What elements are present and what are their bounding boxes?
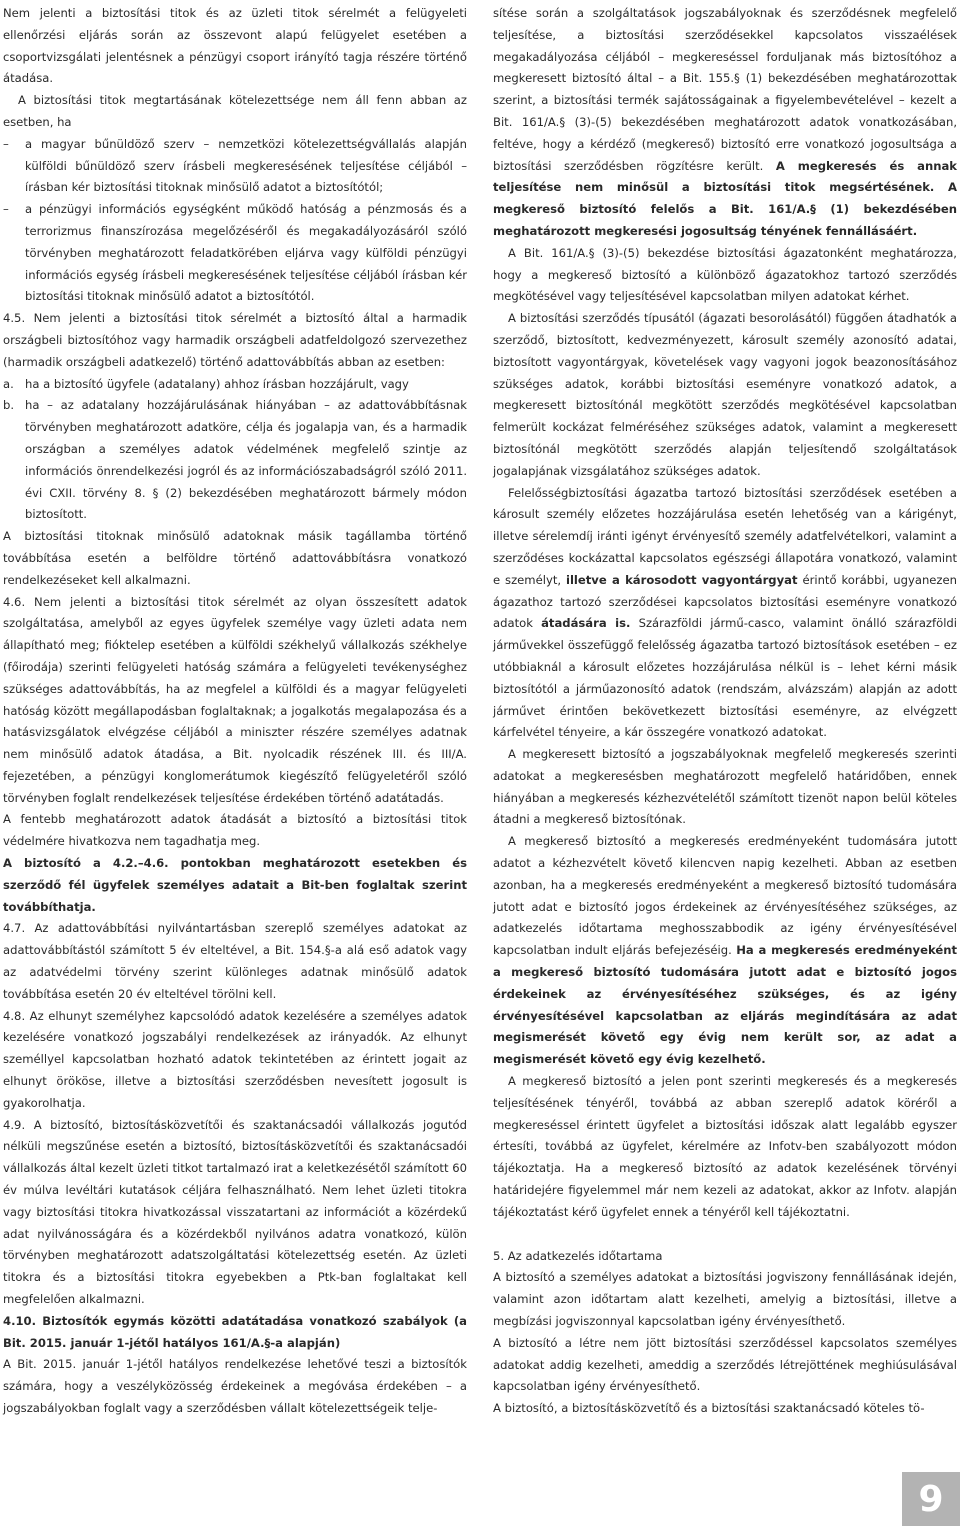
paragraph: A biztosítási szerződés típusától (ágazati besorolásától) függően átadhatók a szerződő, biztosított, kedvezményezett, károsult személy azonosító adatai, biztosított vagyontárgyak, követelések vagy vagyoni jogok beazonosításához szükséges adatok, korábbi biztosítási eseményre vonatkozó adatok, a megkeresett biztosítónál megkötött szerződés megkötésével kapcsolatban felmerült kockázat felméréséhez szükséges adatok, valamint a megkeresett biztosítónál megkötött szerződés alapján teljesítendő szolgáltatások jogalapjának vizsgálatához szükséges adatok.: [493, 311, 957, 478]
text: A megkereső biztosító a megkeresés eredményeként tudomására jutott adatot a kézhezvételt követő kilencven napig kezelheti. Abban az esetben azonban, ha a megkeresés eredményeként a megkereső biztosító tudomására jutott adat e biztosító jogos érdekeinek az érvényesítéséhez szükséges, az adatkezelés időtartama meghosszabbodik az igény érvényesítésével kapcsolatban indult eljárás befejezéséig.: [493, 834, 957, 958]
list-item: – a magyar bűnüldöző szerv – nemzetközi kötelezettségvállalás alapján külföldi bűnüldöző szerv írásbeli megkeresésének teljesítése céljából – írásban kér biztosítási titoknak minősülő adatot a biztosítótól;: [3, 134, 467, 199]
paragraph: A biztosítási titok megtartásának kötelezettsége nem áll fenn abban az esetben, ha: [3, 93, 467, 129]
page-number: 9: [902, 1472, 960, 1526]
paragraph: [493, 3, 957, 243]
bold-text: átadására is.: [541, 616, 631, 631]
paragraph: A biztosítási titoknak minősülő adatoknak másik tagállamba történő továbbítása esetén a belföldre történő adattovábbításra vonatkozó rendelkezéseket kell alkalmazni.: [3, 529, 467, 587]
paragraph: [493, 483, 957, 745]
list-item: – a pénzügyi információs egységként működő hatóság a pénzmosás és a terrorizmus finanszírozása megelőzéséről és megakadályozásáról szóló törvényben meghatározott feladatkörében eljárva vagy külföldi pénzügyi információs egység írásbeli megkeresésének teljesítése céljából írásban kér biztosítási titoknak minősülő adatot a biztosítótól.: [3, 199, 467, 308]
paragraph: Nem jelenti a biztosítási titok és az üzleti titok sérelmét a felügyeleti ellenőrzési eljárás során az összevont alapú felügyelet esetében a csoportvizsgálati jelentésnek a pénzügyi csoport irányító tagja részére történő átadása.: [3, 6, 467, 86]
bold-text: illetve a károsodott vagyontárgyat: [565, 572, 798, 587]
list-text: ha a biztosító ügyfele (adatalany) ahhoz írásban hozzájárult, vagy: [25, 376, 409, 391]
section-number: 4.8.: [3, 1008, 26, 1023]
paragraph: A biztosító a létre nem jött biztosítási szerződéssel kapcsolatos személyes adatokat addig kezelheti, ameddig a szerződés létrejöttének meghiúsulásával kapcsolatban igény érvényesíthető.: [493, 1335, 957, 1394]
paragraph: A biztosító, a biztosításközvetítő és a biztosítási szaktanácsadó köteles tö-: [493, 1401, 925, 1416]
bold-text: Ha a megkeresés eredményeként a megkereső biztosító tudomására jutott adat e biztosító jogos érdekeinek az érvényesítéséhez szükséges, és az igény érvényesítésével kapcsolatban az eljárás megindítására az adat megismerését követő egy évig nem került sor, az adat a megismerését követő egy évig kezelhető.: [493, 943, 957, 1067]
text: Szárazföldi jármű-casco, valamint önálló szárazföldi járművekkel összefüggő felelősség ágazatba tartozó biztosítások esetében – ez utóbbiaknál a károsult előzetes hozzájárulása nélkül is – lehet kérni másik biztosítótól a járműazonosító adatok (rendszám, alvázszám) alapján az adott járművet érintően bekövetkezett biztosítási eseményre, az elvégzett kárfelvétel tényeire, a kár összegére vonatkozó adatokat.: [493, 616, 957, 740]
section-4-5: [3, 308, 467, 373]
paragraph: A megkereső biztosító a jelen pont szerinti megkeresés és a megkeresés teljesítésének tényéről, továbbá az abban szereplő adatok köréről a megkereséssel érintett ügyfelet a biztosítási időszak alatt legalább egyszer értesíti, továbbá az ügyfelet, kérelmére az Infotv-ben szabályozott módon tájékoztatja. Ha a megkereső biztosító az adatok kezelésének törvényi határidejére figyelemmel már nem kezeli az adatokat, akkor az Infotv. alapján tájékoztatást kérő ügyfelet ennek a tényéről kell tájékoztatni.: [493, 1074, 957, 1219]
section-text: Nem jelenti a biztosítási titok sérelmét az olyan összesített adatok szolgáltatása, amelyből az egyes ügyfelek személye vagy üzleti adata nem állapítható meg; fióktelep esetében a külföldi székhelyű vállalkozás székhelye (főirodája) szerinti felügyeleti hatóság számára a felügyeleti tevékenységhez szükséges adattovábbítás, ha az megfelel a külföldi és a magyar felügyeleti hatóság között megállapodásban foglaltaknak; a jogalkotás megalapozása és a hatásvizsgálatok elvégzése céljából a miniszter részére személyes adatnak nem minősülő adatok átadása, a Bit. nyolcadik részének III. és III/A. fejezetében, a pénzügyi konglomerátumok kiegészítő felügyeletéről szóló törvényben foglalt rendelkezések teljesítése érdekében történő adatátadás.: [3, 594, 468, 805]
right-column: [493, 3, 957, 1420]
list-text: ha – az adatalany hozzájárulásának hiányában – az adattovábbításnak törvényben meghatározott adatköre, célja és jogalapja van, és a harmadik országban a személyes adatok védelmének megfelelő szintje az információs önrendelkezési jogról és az információszabadságról szóló 2011. évi CXII. törvény 8. § (2) bekezdésében meghatározott bármely módon biztosított.: [25, 398, 467, 522]
paragraph: A biztosító a személyes adatokat a biztosítási jogviszony fennállásának idején, valamint azon időtartam alatt kezelheti, amelyig a biztosítási, illetve a megbízási jogviszonnyal kapcsolatban igény érvényesíthető.: [493, 1270, 957, 1329]
section-text: Az adattovábbítási nyilvántartásban szereplő személyes adatokat az adattovábbítástól számított 5 év elteltével, a Bit. 154.§-a alá eső adatok vagy az adatvédelmi törvény szerint különleges adatnak minősülő adatok továbbítása esetén 20 év elteltével törölni kell.: [3, 921, 467, 1001]
section-4-7: [3, 918, 467, 1005]
section-text: Az elhunyt személyhez kapcsolódó adatok kezelésére a személyes adatok kezelésére vonatkozó jogszabályi rendelkezések az irányadók. Az elhunyt személlyel kapcsolatban hozható adatok tekintetében az érintett jogait az elhunyt örököse, illetve a biztosítási szerződésben nevesített jogosult is gyakorolhatja.: [3, 1008, 467, 1110]
paragraph: A Bit. 161/A.§ (3)-(5) bekezdése biztosítási ágazatonként meghatározza, hogy a megkereső biztosító a különböző ágazatokhoz tartozó szerződés megkötésével vagy teljesítésével kapcsolatban milyen adatokat kérhet.: [493, 245, 957, 304]
left-column: [3, 3, 467, 1420]
paragraph: A Bit. 2015. január 1-jétől hatályos rendelkezése lehetővé teszi a biztosítók számára, hogy a veszélyközösség érdekeinek a megóvása érdekében – a jogszabályokban foglalt vagy a szerződésben vállalt kötelezettségeik telje-: [3, 1357, 467, 1415]
section-4-10-heading: 4.10. Biztosítók egymás közötti adatátadása vonatkozó szabályok (a Bit. 2015. január 1-jétől hatályos 161/A.§-a alapján): [3, 1313, 467, 1350]
list-marker: a.: [3, 376, 14, 391]
section-number: 4.6.: [3, 594, 26, 609]
section-text: Nem jelenti a biztosítási titok sérelmét a biztosító által a harmadik országbeli biztosítóhoz vagy harmadik országbeli adatfeldolgozó szervezethez (harmadik országbeli adatkezelő) történő adattovábbítás abban az esetben:: [3, 311, 468, 369]
text: érintő korábbi, ugyanezen ágazathoz tartozó szerződései kapcsolatos biztosítási eseményre vonatkozó adatok: [493, 572, 957, 631]
section-4-9: [3, 1115, 467, 1311]
text: sítése során a szolgáltatások jogszabályoknak és szerződésnek megfelelő teljesítése, a biztosítási szerződésekkel kapcsolatos visszaélések megakadályozása céljából – megkereséssel forduljanak más biztosítóhoz a megkeresett biztosító által – a Bit. 155.§ (1) bekezdésében meghatározottak szerint, a biztosítási termék sajátosságainak a figyelembevételével – kezelt a Bit. 161/A.§ (3)-(5) bekezdésében meghatározott adatok vonatkozásában, feltéve, hogy a kérdéző (megkereső) biztosító erre vonatkozó jogosultsága a biztosítási szerződésben rögzítésre került.: [493, 6, 957, 173]
paragraph: A megkeresett biztosító a jogszabályoknak megfelelő megkeresés szerinti adatokat a megkeresésben meghatározott megfelelő határidőben, ennek hiányában a megkeresés kézhezvételétől számított tizenöt napon belül köteles átadni a megkereső biztosítónak.: [493, 747, 957, 827]
section-5-heading: 5. Az adatkezelés időtartama: [493, 1248, 663, 1263]
list-marker: b.: [3, 398, 15, 413]
bold-text: A megkeresés és annak teljesítése nem minősül a biztosítási titok megsértésének. A megkereső biztosító felelős a Bit. 161/A.§ (1) bekezdésében meghatározott megkeresési jogosultság tényének fennállásáért.: [493, 158, 957, 238]
list-item: [3, 395, 467, 526]
paragraph: A fentebb meghatározott adatok átadását a biztosító a biztosítási titok védelmére hivatkozva nem tagadhatja meg.: [3, 812, 467, 849]
list-item: [3, 374, 467, 396]
section-4-8: [3, 1006, 467, 1115]
text: Felelősségbiztosítási ágazatba tartozó biztosítási szerződések esetében a károsult személy előzetes hozzájárulása esetén lehetőség van a kárigényt, illetve sérelemdíj iránti igényt érvényesítő személy adatfelvételkori, valamint a szerződéses kockázattal kapcsolatos egészségi állapotára vonatkozó, valamint e személyt,: [493, 485, 957, 587]
section-number: 4.9.: [3, 1117, 26, 1132]
section-4-6: [3, 592, 467, 810]
section-number: 4.5.: [3, 311, 26, 326]
bold-paragraph: A biztosító a 4.2.–4.6. pontokban meghatározott esetekben és szerződő fél ügyfelek személyes adatait a Bit-ben foglaltak szerint továbbíthatja.: [3, 856, 467, 914]
paragraph: [493, 831, 957, 1071]
section-text: A biztosító, biztosításközvetítői és szaktanácsadói vállalkozás jogutód nélküli megszűnése esetén a biztosító, biztosításközvetítői és szaktanácsadói vállalkozás által kezelt üzleti titkot tartalmazó irat a keletkezésétől számított 60 év múlva levéltári kutatások céljára felhasználható. Nem lehet üzleti titokra vagy biztosítási titokra hivatkozással visszatartani az információt a közérdekű adat nyilvánosságára és a közérdekből nyilvános adatra vonatkozó, külön törvényben meghatározott adatszolgáltatási kötelezettség esetén. Az üzleti titokra és a biztosítási titokra egyebekben a Ptk-ban foglaltakat kell megfelelően alkalmazni.: [3, 1117, 467, 1307]
section-number: 4.7.: [3, 921, 26, 936]
